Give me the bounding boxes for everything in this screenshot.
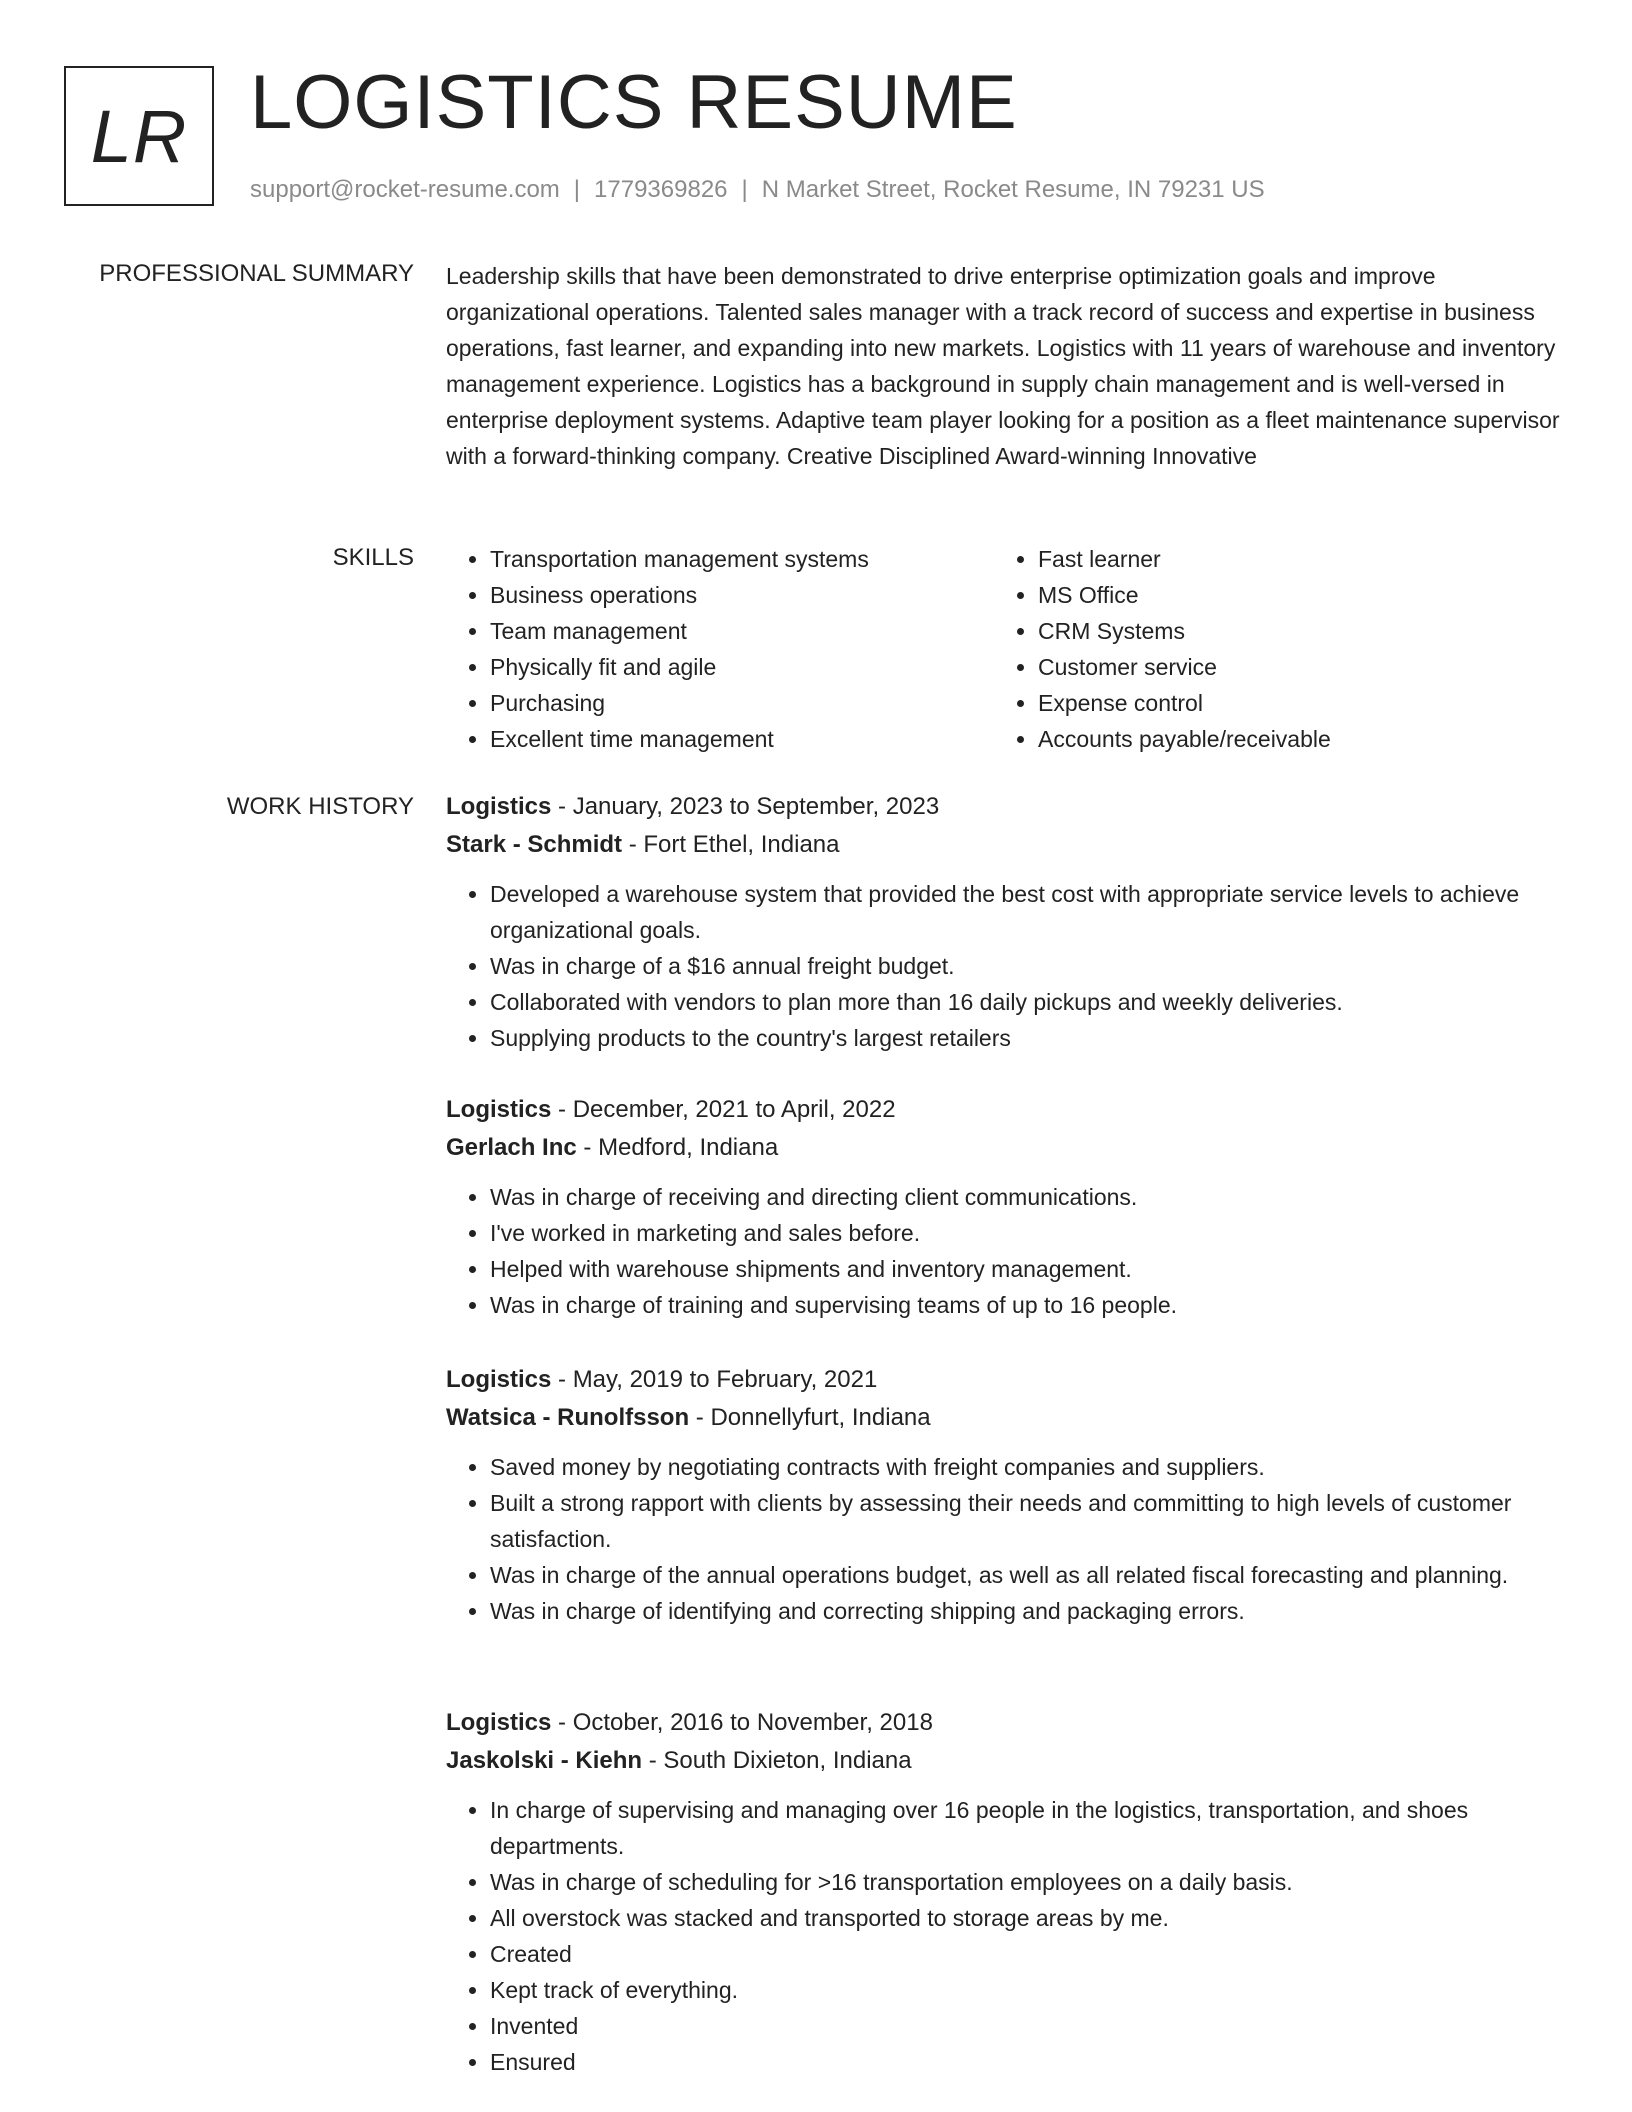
job-title-line [446, 1091, 1566, 1129]
job-title-line [446, 788, 1566, 826]
job-dates: - May, 2019 to February, 2021 [551, 1366, 878, 1393]
page-title: LOGISTICS RESUME [250, 60, 1018, 145]
job-company: Stark - Schmidt [446, 831, 623, 858]
job-company: Watsica - Runolfsson [446, 1404, 690, 1431]
section-label-work-history: WORK HISTORY [226, 793, 414, 820]
job-company-line [446, 1742, 1566, 1780]
skill-item: • Business operations [490, 577, 994, 613]
section-label-skills: SKILLS [332, 544, 414, 571]
skill-item: • MS Office [1038, 577, 1331, 613]
skill-item: • Team management [490, 613, 994, 649]
job-company-line [446, 1129, 1566, 1167]
skill-item: • Physically fit and agile [490, 649, 994, 685]
section-summary [446, 258, 1566, 474]
job-bullet: • Was in charge of a $16 annual freight budget. [490, 948, 1566, 984]
skills-column-right [994, 541, 1331, 757]
monogram-logo: LR [64, 66, 214, 206]
skill-item: • Customer service [1038, 649, 1331, 685]
job-entry [446, 788, 1566, 1056]
job-bullet: • Created [490, 1936, 1566, 1972]
job-bullet: • Developed a warehouse system that provided the best cost with appropriate service levels to achieve organizational goals. [490, 876, 1566, 948]
summary-text: Leadership skills that have been demonstrated to drive enterprise optimization goals and improve organizational operations. Talented sales manager with a track record of success and expertise in business operations, fast learner, and expanding into new markets. Logistics with 11 years of warehouse and inventory management experience. Logistics has a background in supply chain management and is well-versed in enterprise deployment systems. Adaptive team player looking for a position as a fleet maintenance supervisor with a forward-thinking company. Creative Disciplined Award-winning Innovative [446, 263, 1560, 469]
job-bullet: • Helped with warehouse shipments and inventory management. [490, 1251, 1566, 1287]
job-entry [446, 1361, 1566, 1629]
job-bullets [446, 876, 1566, 1056]
job-dates: - October, 2016 to November, 2018 [551, 1709, 933, 1736]
skill-item: • Expense control [1038, 685, 1331, 721]
skill-item: • Accounts payable/receivable [1038, 721, 1331, 757]
job-title-line [446, 1704, 1566, 1742]
job-dates: - January, 2023 to September, 2023 [551, 793, 940, 820]
job-entry [446, 1704, 1566, 2080]
job-company: Gerlach Inc [446, 1134, 577, 1161]
contact-address: N Market Street, Rocket Resume, IN 79231 US [761, 176, 1265, 203]
job-bullets [446, 1179, 1566, 1323]
job-bullet: • Built a strong rapport with clients by assessing their needs and committing to high levels of customer satisfaction. [490, 1485, 1566, 1557]
job-title: Logistics [446, 793, 552, 820]
job-location: - Medford, Indiana [576, 1134, 779, 1161]
job-bullet: • Kept track of everything. [490, 1972, 1566, 2008]
job-bullet: • Was in charge of scheduling for >16 transportation employees on a daily basis. [490, 1864, 1566, 1900]
contact-email: support@rocket-resume.com [250, 176, 560, 203]
job-bullet: • In charge of supervising and managing over 16 people in the logistics, transportation, and shoes departments. [490, 1792, 1566, 1864]
job-bullet: • Invented [490, 2008, 1566, 2044]
job-bullets [446, 1792, 1566, 2080]
job-company-line [446, 1399, 1566, 1437]
job-bullet: • I've worked in marketing and sales before. [490, 1215, 1566, 1251]
job-location: - Fort Ethel, Indiana [622, 831, 840, 858]
job-bullet: • Supplying products to the country's largest retailers [490, 1020, 1566, 1056]
job-company-line [446, 826, 1566, 864]
section-skills [446, 541, 1566, 757]
job-bullet: • Was in charge of identifying and correcting shipping and packaging errors. [490, 1593, 1566, 1629]
job-bullet: • Ensured [490, 2044, 1566, 2080]
contact-phone: 1779369826 [594, 176, 728, 203]
contact-separator: | [741, 176, 748, 203]
skills-column-left [446, 541, 994, 757]
job-title: Logistics [446, 1709, 552, 1736]
job-bullet: • All overstock was stacked and transported to storage areas by me. [490, 1900, 1566, 1936]
job-location: - Donnellyfurt, Indiana [689, 1404, 931, 1431]
skill-item: • Excellent time management [490, 721, 994, 757]
job-title: Logistics [446, 1096, 552, 1123]
job-bullet: • Saved money by negotiating contracts with freight companies and suppliers. [490, 1449, 1566, 1485]
skill-item: • CRM Systems [1038, 613, 1331, 649]
job-title: Logistics [446, 1366, 552, 1393]
job-bullet: • Was in charge of receiving and directing client communications. [490, 1179, 1566, 1215]
skill-item: • Transportation management systems [490, 541, 994, 577]
job-title-line [446, 1361, 1566, 1399]
section-label-summary: PROFESSIONAL SUMMARY [99, 260, 414, 287]
contact-line [250, 174, 1265, 206]
job-dates: - December, 2021 to April, 2022 [551, 1096, 896, 1123]
job-bullet: • Was in charge of training and supervising teams of up to 16 people. [490, 1287, 1566, 1323]
job-bullet: • Collaborated with vendors to plan more than 16 daily pickups and weekly deliveries. [490, 984, 1566, 1020]
skills-grid [446, 541, 1566, 757]
skill-item: • Fast learner [1038, 541, 1331, 577]
contact-separator: | [573, 176, 581, 203]
job-location: - South Dixieton, Indiana [642, 1747, 912, 1774]
job-bullet: • Was in charge of the annual operations budget, as well as all related fiscal forecasting and planning. [490, 1557, 1566, 1593]
skill-item: • Purchasing [490, 685, 994, 721]
job-company: Jaskolski - Kiehn [446, 1747, 643, 1774]
job-entry [446, 1091, 1566, 1323]
job-bullets [446, 1449, 1566, 1629]
